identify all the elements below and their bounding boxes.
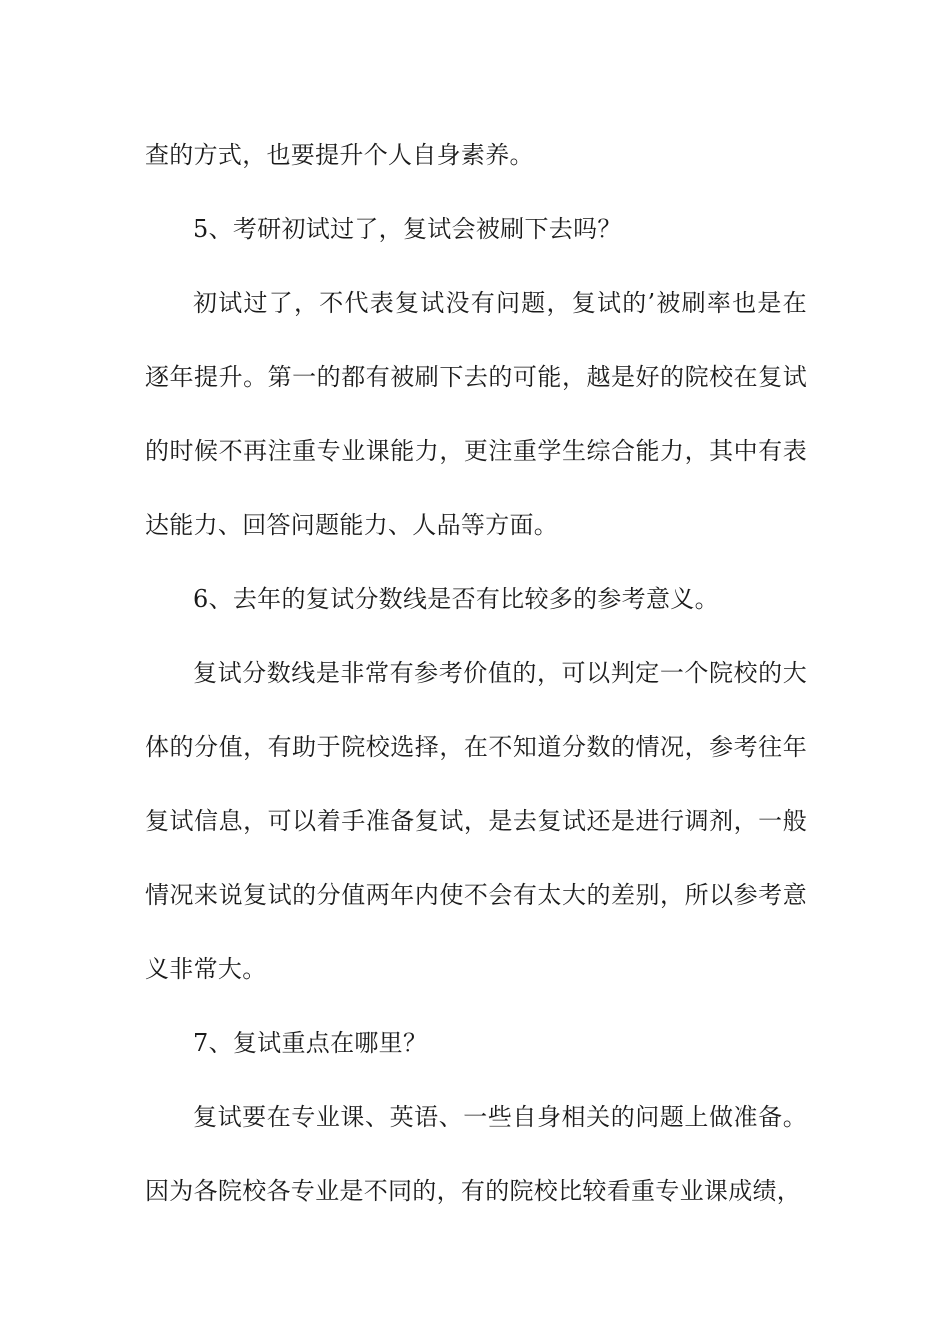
question-heading-7: 7、复试重点在哪里？: [193, 1029, 428, 1057]
answer-paragraph-5: 初试过了，不代表复试没有问题，复试的’被刷率也是在逐年提升。第一的都有被刷下去的可能，越是好的院校在复试的时候不再注重专业课能力，更注重学生综合能力，其中有表达能力、回答问题能力、人品等方面。: [145, 289, 807, 539]
answer-paragraph-6: 复试分数线是非常有参考价值的，可以判定一个院校的大体的分值，有助于院校选择，在不知道分数的情况，参考往年复试信息，可以着手准备复试，是去复试还是进行调剂，一般情况来说复试的分值两年内使不会有太大的差别，所以参考意义非常大。: [145, 659, 807, 983]
document-body: [145, 118, 807, 1228]
answer-paragraph-7: 复试要在专业课、英语、一些自身相关的问题上做准备。因为各院校各专业是不同的，有的院校比较看重专业课成绩，: [145, 1103, 807, 1205]
question-heading-5: 5、考研初试过了，复试会被刷下去吗？: [193, 215, 622, 243]
question-heading-6: 6、去年的复试分数线是否有比较多的参考意义。: [193, 585, 719, 613]
paragraph-continuation: 查的方式，也要提升个人自身素养。: [145, 141, 534, 169]
